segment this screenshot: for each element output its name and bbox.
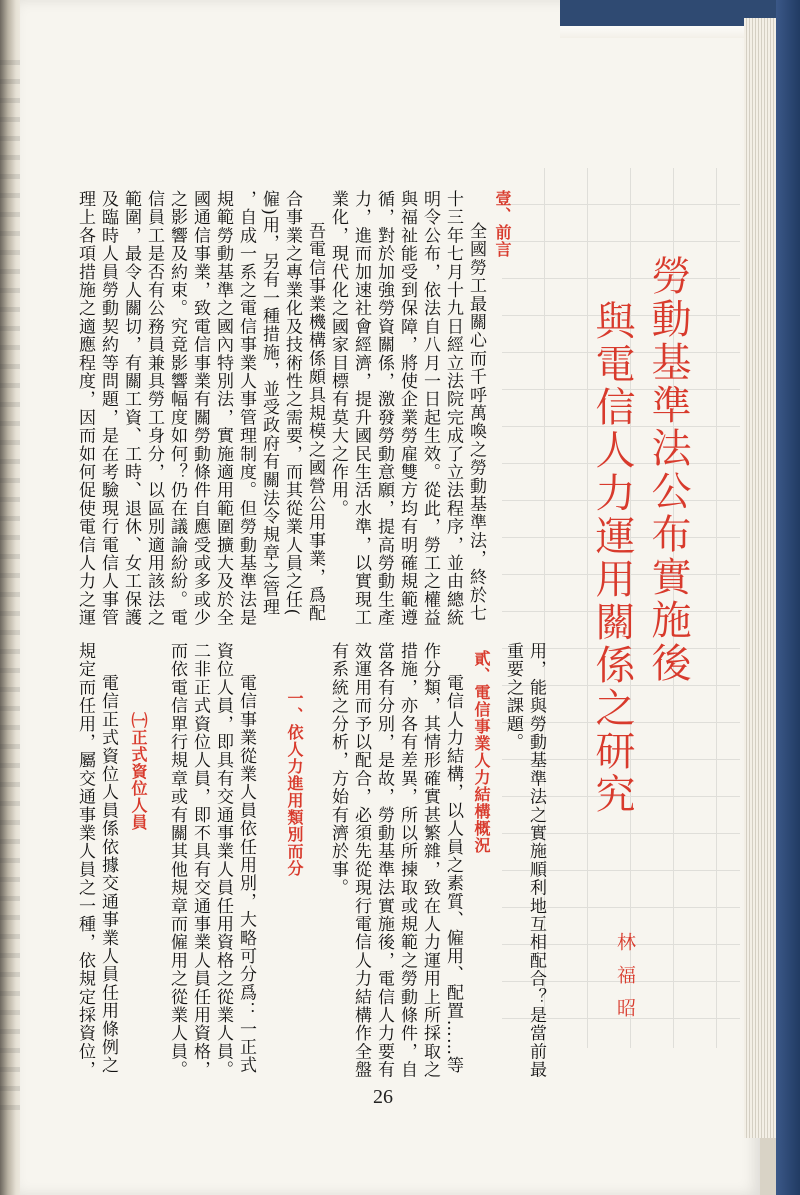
body-line: 資位人員，即具有交通事業人員任用資格之從業人員。 [213, 642, 233, 1079]
body-line: 吾電信事業機構係頗具規模之國營公用事業，爲配 [305, 222, 325, 623]
body-line: 業化，現代化之國家目標有莫大之作用。 [328, 190, 348, 518]
body-line: 合事業之專業化及技術性之需要，而其從業人員之任( [282, 190, 302, 617]
body-line: 而依電信單行規章或有關其他規章而僱用之從業人員。 [167, 642, 187, 1079]
body-line: ，自成一系之電信事業人事管理制度。但勞動基準法是 [236, 190, 256, 627]
body-line: 循，對於加強勞資關係，激發勞動意願，提高勞動生產 [374, 190, 394, 627]
body-line: 僱)用，另有一種措施，並受政府有關法令規章之管理 [259, 190, 279, 617]
page-number: 26 [373, 1086, 393, 1108]
body-line: 有系統之分析，方始有濟於事。 [328, 642, 348, 897]
body-line: 當各有分別，是故，勞動基準法實施後，電信人力要有 [374, 642, 394, 1079]
body-line: 效運用而予以配合，必須先從現行電信人力結構作全盤 [351, 642, 371, 1079]
body-line: 規定而任用，屬交通事業人員之一種，依規定採資位， [75, 642, 95, 1079]
body-line: 範圍，最令人關切，有關工資、工時、退休、女工保護 [121, 190, 141, 627]
body-line: 措施，亦各有差異，所以所揀取或規範之勞動條件，自 [397, 642, 417, 1079]
subsection-heading-official-staff: ㈠正式資位人員 [129, 712, 148, 831]
article-title-line-2: 與電信人力運用關係之研究 [589, 300, 635, 816]
body-line: 全國勞工最關心而千呼萬喚之勞動基準法，終於七 [466, 222, 486, 623]
body-line: 十三年七月十九日經立法院完成了立法程序，並由總統 [443, 190, 463, 627]
body-line: 作分類，其情形確實甚繁雜，致在人力運用上所採取之 [420, 642, 440, 1079]
body-line: 電信事業從業人員依任用別，大略可分爲：一正式 [236, 674, 256, 1075]
book-cover-spine [776, 0, 800, 1195]
body-line: 二非正式資位人員，即不具有交通事業人員任用資格， [190, 642, 210, 1079]
section-heading-preface: 壹、前言 [493, 190, 512, 258]
body-line: 規範勞動基準之國內特別法，實施適用範圍擴大及於全 [213, 190, 233, 627]
body-line: 信員工是否有公務員兼具勞工身分，以區別適用該法之 [144, 190, 164, 627]
body-line: 用，能與勞動基準法之實施順利地互相配合？是當前最 [526, 642, 546, 1079]
body-line: 明令公布，依法自八月一日起生效。從此，勞工之權益 [420, 190, 440, 627]
article-title-line-1: 勞動基準法公布實施後 [645, 255, 691, 685]
body-line: 理上各項措施之適應程度，因而如何促使電信人力之運 [75, 190, 95, 627]
body-line: 國通信事業，致電信事業有關勞動條件自應受或多或少 [190, 190, 210, 627]
left-page-show-through [0, 60, 22, 1120]
article-author: 林福昭 [614, 932, 636, 1031]
body-line: 電信人力結構，以人員之素質、僱用、配置……等 [443, 674, 463, 1075]
page-edges [744, 18, 778, 1138]
body-line: 與福祉能受到保障，將使企業勞雇雙方均有明確規範遵 [397, 190, 417, 627]
body-line: 重要之課題。 [503, 642, 523, 752]
section-heading-structure: 貳、電信事業人力結構概況 [472, 650, 491, 854]
body-line: 力，進而加速社會經濟，提升國民生活水準，以實現工 [351, 190, 371, 627]
body-line: 電信正式資位人員係依據交通事業人員任用條例之 [98, 674, 118, 1075]
body-line: 之影響及約束。究竟影響幅度如何？仍在議論紛紛。電 [167, 190, 187, 627]
body-line: 及臨時人員勞動契約等問題，是在考驗現行電信人事管 [98, 190, 118, 627]
subsection-heading-by-category: 一、依人力進用類別而分 [285, 690, 304, 877]
